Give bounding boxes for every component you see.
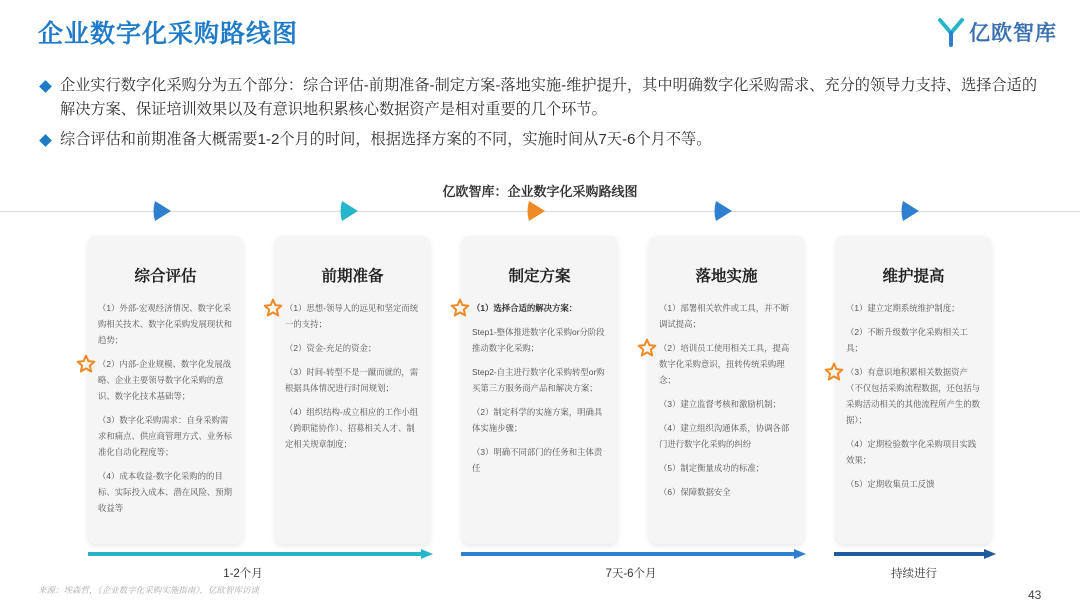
stage-title: 综合评估 — [134, 268, 197, 285]
diamond-bullet-icon — [39, 134, 52, 147]
stage-items — [285, 300, 422, 460]
phase-arrow-3 — [834, 549, 996, 559]
phase-arrow-2 — [461, 549, 806, 559]
bullet-item — [38, 128, 1048, 152]
stage-items — [472, 300, 609, 484]
stage-item: （3）时间-转型不是一蹴而就的，需根据具体情况进行时间规划； — [285, 367, 419, 393]
stage-items — [846, 300, 983, 500]
stage-title: 落地实施 — [695, 268, 758, 285]
stage-arrow-icon — [711, 199, 735, 223]
page-title: 企业数字化采购路线图 — [38, 20, 299, 48]
stage-item: （3）数字化采购需求：自身采购需求和痛点、供应商管理方式、业务标准化自动化程度等； — [98, 415, 232, 457]
page-number: 43 — [1028, 588, 1042, 602]
stage-item: Step2-自主进行数字化采购转型or购买第三方服务商产品和解决方案； — [472, 367, 605, 393]
stage-item: （2）不断升级数字化采购相关工具； — [846, 327, 968, 353]
stage-arrow-icon — [150, 199, 174, 223]
star-icon — [450, 298, 470, 318]
phase-arrow-1 — [88, 549, 433, 559]
stage-card — [275, 236, 430, 544]
logo-mark-icon — [938, 17, 964, 47]
bullet-text: 综合评估和前期准备大概需要1-2个月的时间，根据选择方案的不同，实施时间从7天-6个月不等。 — [60, 131, 712, 148]
stage-item: （4）组织结构-成立相应的工作小组（跨职能协作）、招募相关人才、制定相关规章制度； — [285, 407, 419, 449]
stage-item: （4）成本收益-数字化采购的的目标、实际投入成本、潜在风险、预期收益等 — [98, 471, 232, 513]
stage-item: （4）定期检验数字化采购项目实践效果； — [846, 439, 977, 465]
source-note: 来源：埃森哲，《企业数字化采购实施指南》，亿欧智库访谈 — [38, 585, 260, 595]
stage-item: （1）外部-宏观经济情况、数字化采购相关技术、数字化采购发展现状和趋势； — [98, 303, 232, 345]
star-icon — [263, 298, 283, 318]
stage-card — [836, 236, 991, 544]
stage-items — [659, 300, 796, 508]
stage-item: （1）选择合适的解决方案： — [472, 303, 578, 313]
stage-item: （3）建立监督考核和激励机制； — [659, 399, 781, 409]
phase-label-1: 1-2个月 — [223, 568, 263, 580]
star-icon — [76, 354, 96, 374]
stage-arrow-icon — [898, 199, 922, 223]
stage-item: （2）培训员工使用相关工具，提高数字化采购意识，扭转传统采购理念； — [659, 343, 790, 385]
bullet-text: 企业实行数字化采购分为五个部分：综合评估-前期准备-制定方案-落地实施-维护提升，其中明确数字化采购需求、充分的领导力支持、选择合适的解决方案、保证培训效果以及有意识地积累核心数据资产是相对重要的几个环节。 — [60, 77, 1038, 118]
star-icon — [637, 338, 657, 358]
stage-item: （1）建立定期系统维护制度； — [846, 303, 960, 313]
stage-item: （6）保障数据安全 — [659, 487, 731, 497]
stage-title: 制定方案 — [508, 268, 571, 285]
stage-item: （3）明确不同部门的任务和主体责任 — [472, 447, 603, 473]
diamond-bullet-icon — [39, 80, 52, 93]
stage-item: （5）制定衡量成功的标准； — [659, 463, 765, 473]
stage-arrow-icon — [337, 199, 361, 223]
phase-label-2: 7天-6个月 — [605, 568, 657, 580]
stage-title: 前期准备 — [321, 268, 384, 285]
stage-items — [98, 300, 235, 524]
stage-item: （5）定期收集员工反馈 — [846, 479, 935, 489]
logo — [938, 15, 1057, 49]
stage-item: （1）思想-领导人的远见和坚定而统一的支持； — [285, 303, 419, 329]
stage-item: （2）内部-企业规模、数字化发展战略、企业主要领导数字化采购的意识、数字化技术基础等； — [98, 359, 232, 401]
phase-label-3: 持续进行 — [891, 568, 937, 580]
bullet-item — [38, 74, 1048, 122]
diagram-subtitle: 亿欧智库：企业数字化采购路线图 — [442, 184, 638, 199]
stage-title: 维护提高 — [882, 268, 945, 285]
stage-item: （2）资金-充足的资金； — [285, 343, 377, 353]
stage-arrow-icon — [524, 199, 548, 223]
stage-item: （3）有意识地积累相关数据资产（不仅包括采购流程数据，还包括与采购活动相关的其他流程所产生的数据）； — [846, 367, 980, 425]
logo-text: 亿欧智库 — [969, 22, 1057, 45]
stage-item: Step1-整体推进数字化采购or分阶段推动数字化采购； — [472, 327, 605, 353]
intro-bullets — [38, 74, 1048, 158]
stage-item: （4）建立组织沟通体系，协调各部门进行数字化采购的纠纷 — [659, 423, 790, 449]
stage-card — [462, 236, 617, 544]
stage-card — [649, 236, 804, 544]
stage-item: （1）部署相关软件或工具，并不断调试提高； — [659, 303, 790, 329]
stage-card — [88, 236, 243, 544]
stage-item: （2）制定科学的实施方案，明确具体实施步骤； — [472, 407, 603, 433]
star-icon — [824, 362, 844, 382]
